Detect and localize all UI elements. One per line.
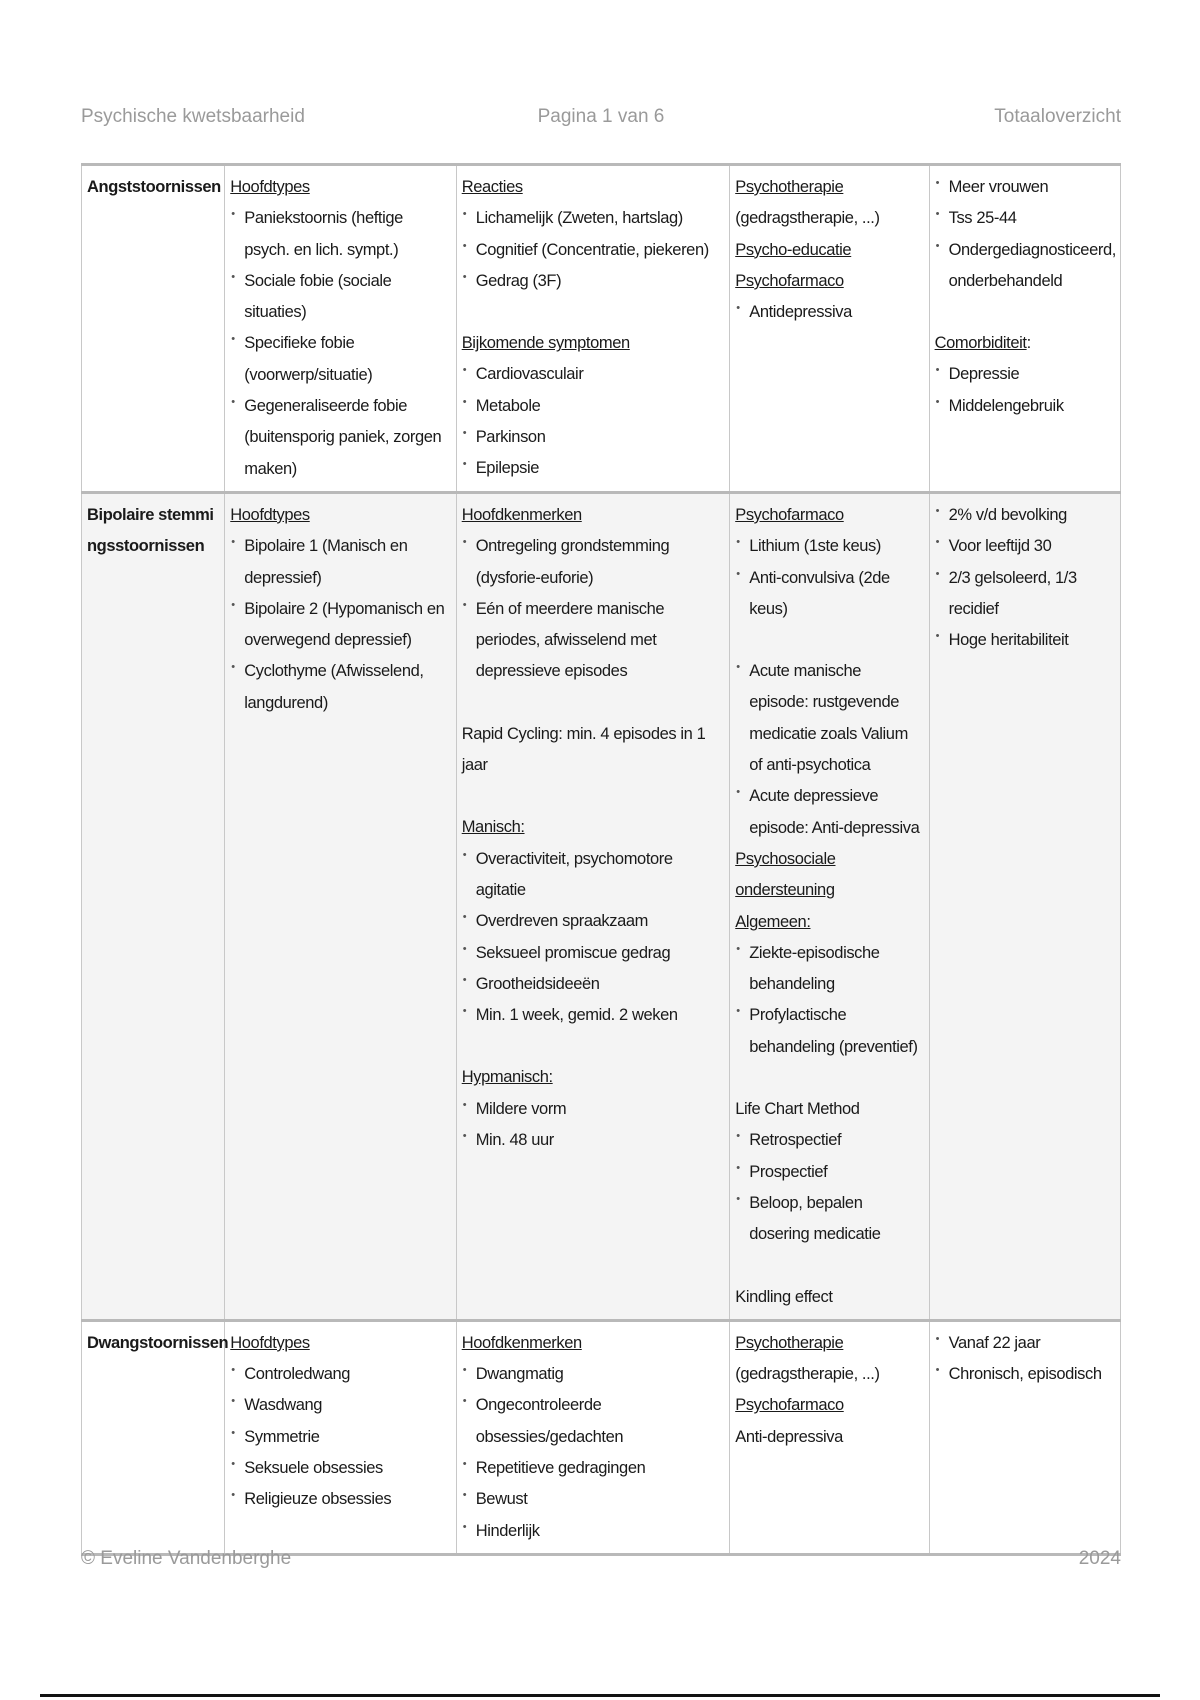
list-item: • Paniekstoornis (heftige psych. en lich. sympt.): [230, 203, 450, 266]
symptoms-list: [462, 1359, 725, 1547]
comorbidity-heading: Comorbiditeit:: [934, 334, 1031, 353]
treatment-heading: Psychotherapie: [735, 1333, 844, 1352]
list-item: • Lichamelijk (Zweten, hartslag): [462, 203, 725, 234]
symptoms-heading: Hoofdkenmerken: [461, 1333, 582, 1352]
disorder-name: Angststoornissen: [82, 165, 225, 493]
treatment-list: [735, 531, 923, 625]
symptoms-heading: Hoofdkenmerken: [461, 505, 582, 524]
list-item: • Cyclothyme (Afwisselend, langdurend): [230, 656, 450, 719]
list-item: • Parkinson: [462, 422, 725, 453]
symptoms-subheading: Bijkomende symptomen: [461, 334, 630, 353]
types-cell: [225, 1320, 456, 1554]
list-item: • Dwangmatig: [462, 1359, 725, 1390]
treatment-list: [735, 297, 923, 328]
life-chart-method: Life Chart Method: [735, 1100, 860, 1119]
list-item: • Cognitief (Concentratie, piekeren): [462, 235, 725, 266]
treatment-list: [735, 1125, 923, 1250]
treatment-heading: Psychosociale ondersteuning: [735, 849, 836, 900]
list-item: • Ongecontroleerde obsessies/gedachten: [462, 1390, 725, 1453]
list-item: • Gedrag (3F): [462, 266, 725, 297]
list-item: • Hinderlijk: [462, 1516, 725, 1547]
types-cell: [225, 165, 456, 493]
list-item: • Anti-convulsiva (2de keus): [735, 563, 923, 626]
treatment-heading: Psychotherapie: [735, 178, 844, 196]
symptoms-cell: [456, 1320, 730, 1554]
list-item: • Epilepsie: [462, 453, 725, 484]
list-item: • Hoge heritabiliteit: [935, 625, 1115, 656]
epidemiology-list: [935, 1328, 1115, 1391]
table-row: [82, 165, 1121, 493]
types-list: [230, 203, 450, 485]
treatment-cell: [730, 165, 929, 493]
list-item: • Symmetrie: [230, 1422, 450, 1453]
epidemiology-cell: [929, 165, 1120, 493]
list-item: • Middelengebruik: [935, 391, 1115, 422]
types-heading: Hoofdtypes: [230, 178, 310, 196]
list-item: • Profylactische behandeling (preventief): [735, 1000, 923, 1063]
list-item: • Lithium (1ste keus): [735, 531, 923, 562]
list-item: • Vanaf 22 jaar: [935, 1328, 1115, 1359]
symptoms-cell: [456, 492, 730, 1320]
hypomanic-heading: Hypmanisch:: [461, 1068, 553, 1087]
list-item: • Acute depressieve episode: Anti-depressiva: [735, 781, 923, 844]
footer-copyright: © Eveline Vandenberghe: [81, 1548, 292, 1569]
list-item: • Retrospectief: [735, 1125, 923, 1156]
symptoms-heading: Reacties: [461, 178, 523, 196]
table-row: [82, 1320, 1121, 1554]
footer-year: 2024: [1078, 1548, 1121, 1569]
symptoms-list: [462, 203, 725, 297]
symptoms-list: [462, 531, 725, 687]
epidemiology-cell: [929, 492, 1120, 1320]
list-item: • Seksuele obsessies: [230, 1453, 450, 1484]
list-item: • 2/3 gelsoleerd, 1/3 recidief: [935, 563, 1115, 626]
list-item: • Metabole: [462, 391, 725, 422]
list-item: • Bipolaire 2 (Hypomanisch en overwegend depressief): [230, 594, 450, 657]
header-document-title: Psychische kwetsbaarheid: [81, 106, 305, 127]
list-item: • Beloop, bepalen dosering medicatie: [735, 1188, 923, 1251]
list-item: • Min. 48 uur: [462, 1125, 725, 1156]
treatment-list: [735, 656, 923, 844]
disorder-name: Dwangstoornissen: [82, 1320, 225, 1554]
types-list: [230, 531, 450, 719]
list-item: • Gegeneraliseerde fobie (buitensporig paniek, zorgen maken): [230, 391, 450, 485]
list-item: • Min. 1 week, gemid. 2 weken: [462, 1000, 725, 1031]
list-item: • Specifieke fobie (voorwerp/situatie): [230, 328, 450, 391]
manic-list: [462, 844, 725, 1032]
page-header: [81, 106, 1121, 134]
epidemiology-list: [935, 172, 1115, 297]
list-item: • Chronisch, episodisch: [935, 1359, 1115, 1390]
list-item: • Voor leeftijd 30: [935, 531, 1115, 562]
types-heading: Hoofdtypes: [230, 1333, 310, 1352]
symptoms-list: [462, 359, 725, 484]
header-page-number: Pagina 1 van 6: [537, 106, 665, 127]
list-item: • Prospectief: [735, 1157, 923, 1188]
treatment-cell: [730, 492, 929, 1320]
hypomanic-list: [462, 1094, 725, 1157]
list-item: • Bewust: [462, 1484, 725, 1515]
page-footer: [81, 1548, 1121, 1576]
list-item: • Seksueel promiscue gedrag: [462, 938, 725, 969]
comorbidity-list: [935, 359, 1115, 422]
treatment-heading: Algemeen:: [735, 912, 811, 931]
treatment-heading: Psycho-educatie: [735, 240, 852, 259]
list-item: • Overactiviteit, psychomotore agitatie: [462, 844, 725, 907]
list-item: • Eén of meerdere manische periodes, afwisselend met depressieve episodes: [462, 594, 725, 688]
symptoms-cell: [456, 165, 730, 493]
disorder-name: Bipolaire stemmingsstoornissen: [82, 492, 225, 1320]
kindling-effect: Kindling effect: [735, 1287, 833, 1306]
list-item: • Meer vrouwen: [935, 172, 1115, 203]
types-heading: Hoofdtypes: [230, 505, 310, 524]
table-row: [82, 492, 1121, 1320]
list-item: • 2% v/d bevolking: [935, 500, 1115, 531]
list-item: • Depressie: [935, 359, 1115, 390]
treatment-cell: [730, 1320, 929, 1554]
types-cell: [225, 492, 456, 1320]
list-item: • Mildere vorm: [462, 1094, 725, 1125]
epidemiology-list: [935, 500, 1115, 656]
list-item: • Sociale fobie (sociale situaties): [230, 266, 450, 329]
list-item: • Tss 25-44: [935, 203, 1115, 234]
types-list: [230, 1359, 450, 1515]
list-item: • Antidepressiva: [735, 297, 923, 328]
rapid-cycling-note: Rapid Cycling: min. 4 episodes in 1 jaar: [461, 724, 706, 775]
treatment-note: Anti-depressiva: [735, 1427, 843, 1446]
list-item: • Overdreven spraakzaam: [462, 906, 725, 937]
treatment-list: [735, 938, 923, 1063]
list-item: • Ontregeling grondstemming (dysforie-euforie): [462, 531, 725, 594]
header-section-title: Totaaloverzicht: [994, 106, 1121, 127]
list-item: • Acute manische episode: rustgevende medicatie zoals Valium of anti-psychotica: [735, 656, 923, 781]
treatment-note: (gedragstherapie, ...): [735, 1365, 880, 1384]
manic-heading: Manisch:: [461, 818, 525, 837]
epidemiology-cell: [929, 1320, 1120, 1554]
treatment-heading: Psychofarmaco: [735, 271, 844, 290]
list-item: • Cardiovasculair: [462, 359, 725, 390]
list-item: • Bipolaire 1 (Manisch en depressief): [230, 531, 450, 594]
overview-table: [81, 163, 1121, 1556]
list-item: • Grootheidsideeën: [462, 969, 725, 1000]
list-item: • Controledwang: [230, 1359, 450, 1390]
treatment-note: (gedragstherapie, ...): [735, 209, 880, 228]
list-item: • Wasdwang: [230, 1390, 450, 1421]
list-item: • Religieuze obsessies: [230, 1484, 450, 1515]
list-item: • Repetitieve gedragingen: [462, 1453, 725, 1484]
treatment-heading: Psychofarmaco: [735, 505, 844, 524]
bottom-divider: [40, 1694, 1160, 1697]
list-item: • Ondergediagnosticeerd, onderbehandeld: [935, 235, 1115, 298]
treatment-heading: Psychofarmaco: [735, 1396, 844, 1415]
list-item: • Ziekte-episodische behandeling: [735, 938, 923, 1001]
